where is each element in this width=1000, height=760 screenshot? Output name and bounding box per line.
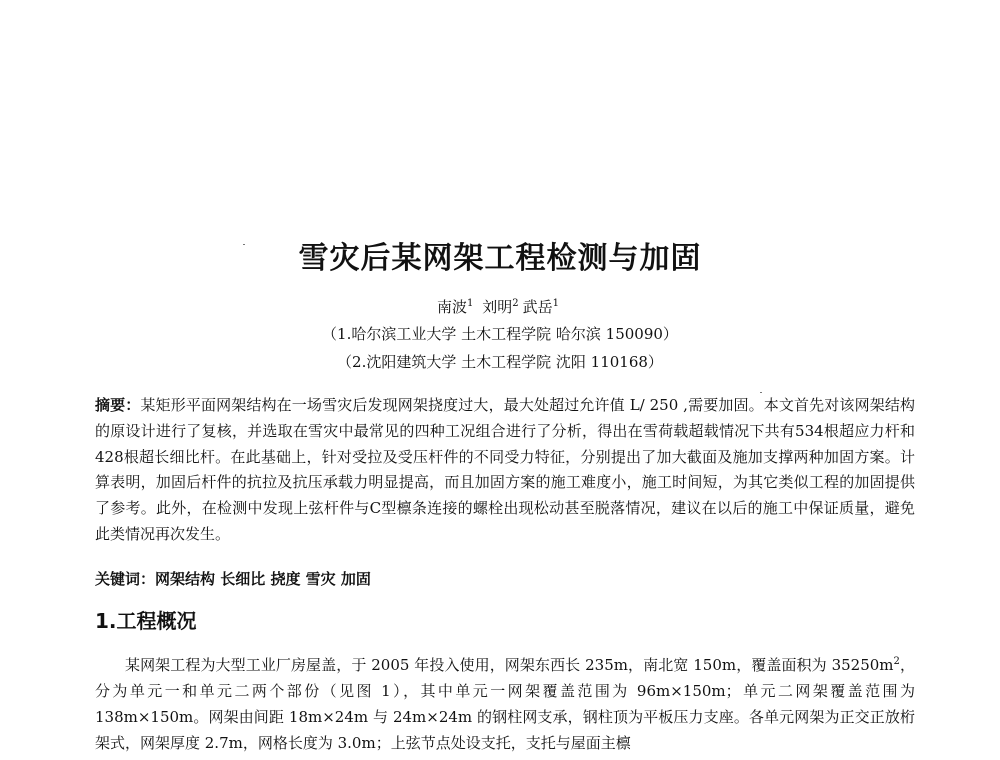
affiliation-2: （2.沈阳建筑大学 土木工程学院 沈阳 110168） [337,353,663,371]
author-name: 刘明 [482,298,513,316]
abstract [95,393,915,548]
paragraph-text-continued: ，分为单元一和单元二两个部份（见图 1），其中单元一网架覆盖范围为 96m×150m；单元二网架覆盖范围为 138m×150m。网架由间距 18m×24m 与 24m×24m 的钢柱网支承，钢柱顶为平板压力支座。各单元网架为正交正放桁架式，网架厚度 2.7m，网格长度为 3.0m；上弦节点处设支托，支托与屋面主檩 [95,656,915,752]
keywords-text: 网架结构 长细比 挠度 雪灾 加固 [155,570,371,588]
abstract-label: 摘要： [95,396,141,414]
keywords-label: 关键词： [95,570,156,588]
author-affil-mark: 1 [467,298,474,309]
author-name: 南波 [437,298,468,316]
keywords [95,568,915,589]
author-list [0,296,1000,317]
author-name: 武岳 [522,298,553,316]
section-heading: 1.工程概况 [95,609,197,633]
abstract-text: 某矩形平面网架结构在一场雪灾后发现网架挠度过大，最大处超过允许值 L/ 250 ,需要加固。本文首先对该网架结构的原设计进行了复核，并选取在雪灾中最常见的四种工况组合进行了分析，得出在雪荷载超载情况下共有534根超应力杆和428根超长细比杆。在此基础上，针对受拉及受压杆件的不同受力特征，分别提出了加大截面及施加支撑两种加固方案。计算表明，加固后杆件的抗拉及抗压承载力明显提高，而且加固方案的施工难度小，施工时间短，为其它类似工程的加固提供了参考。此外，在检测中发现上弦杆件与C型檩条连接的螺栓出现松动甚至脱落情况，建议在以后的施工中保证质量，避免此类情况再次发生。 [95,396,915,543]
section-paragraph [95,649,915,756]
author-affil-mark: 2 [512,298,519,309]
paragraph-text: 某网架工程为大型工业厂房屋盖，于 2005 年投入使用，网架东西长 235m，南北宽 150m，覆盖面积为 35250m [125,656,894,674]
superscript: 2 [893,656,900,667]
paper-title: 雪灾后某网架工程检测与加固 [298,241,702,276]
author-affil-mark: 1 [552,298,559,309]
affiliation-1: （1.哈尔滨工业大学 土木工程学院 哈尔滨 150090） [322,325,678,343]
